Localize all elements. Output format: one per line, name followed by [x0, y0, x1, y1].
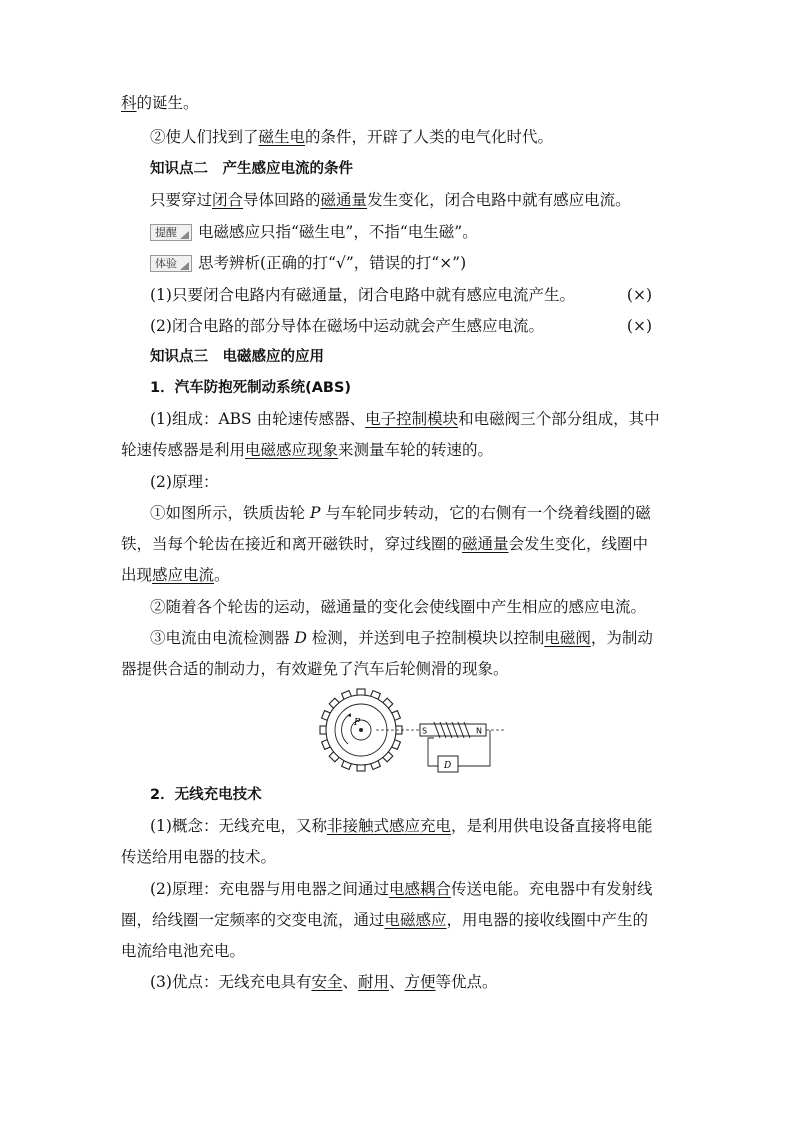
- section-heading: 知识点二 产生感应电流的条件: [150, 161, 353, 177]
- answer-mark: (×): [626, 317, 652, 335]
- text-line: 科的诞生。: [121, 94, 199, 112]
- experience-badge: 体验: [150, 255, 192, 272]
- text-line: (1)概念：无线充电，又称非接触式感应充电，是利用供电设备直接将电能: [150, 817, 653, 835]
- text-line: (2)原理：: [150, 473, 219, 491]
- text-line: (2)原理：充电器与用电器之间通过电感耦合传送电能。充电器中有发射线: [150, 880, 653, 898]
- answer-mark: (×): [626, 286, 652, 304]
- text-line: 只要穿过闭合导体回路的磁通量发生变化，闭合电路中就有感应电流。: [150, 191, 631, 209]
- exercise-line: 体验 思考辨析(正确的打“√”，错误的打“×”): [150, 252, 466, 274]
- text-line: ③电流由电流检测器 D 检测，并送到电子控制模块以控制电磁阀，为制动: [150, 629, 653, 647]
- gear-label: P: [354, 718, 361, 728]
- text-line: (3)优点：无线充电具有安全、耐用、方便等优点。: [150, 973, 498, 991]
- text-line: 电流给电池充电。: [121, 942, 246, 960]
- text-line: 圈，给线圈一定频率的交变电流，通过电磁感应，用电器的接收线圈中产生的: [121, 911, 649, 929]
- tip-line: 提醒 电磁感应只指“磁生电”，不指“电生磁”。: [150, 221, 478, 243]
- text-line: 铁，当每个轮齿在接近和离开磁铁时，穿过线圈的磁通量会发生变化，线圈中: [121, 535, 649, 553]
- text-line: ②随着各个轮齿的运动，磁通量的变化会使线圈中产生相应的感应电流。: [150, 598, 647, 616]
- abs-sensor-figure: [318, 686, 508, 776]
- question-line: (2)闭合电路的部分导体在磁场中运动就会产生感应电流。 (×): [150, 317, 652, 335]
- text-line: ①如图所示，铁质齿轮 P 与车轮同步转动，它的右侧有一个绕着线圈的磁: [150, 504, 651, 522]
- text-line: ②使人们找到了磁生电的条件，开辟了人类的电气化时代。: [150, 128, 554, 146]
- text-line: 出现感应电流。: [121, 566, 230, 584]
- detector-label: D: [444, 761, 452, 771]
- text-line: 传送给用电器的技术。: [121, 848, 277, 866]
- gear-icon: [320, 689, 402, 771]
- text-line: 器提供合适的制动力，有效避免了汽车后轮侧滑的现象。: [121, 660, 509, 678]
- subsection-heading: 2．无线充电技术: [150, 787, 262, 803]
- section-heading: 知识点三 电磁感应的应用: [150, 349, 324, 365]
- text-line: (1)组成：ABS 由轮速传感器、电子控制模块和电磁阀三个部分组成，其中: [150, 410, 660, 428]
- text-line: 轮速传感器是利用电磁感应现象来测量车轮的转速的。: [121, 441, 494, 459]
- magnet-s-label: S: [422, 726, 428, 736]
- subsection-heading: 1．汽车防抱死制动系统(ABS): [150, 380, 352, 396]
- question-line: (1)只要闭合电路内有磁通量，闭合电路中就有感应电流产生。 (×): [150, 286, 652, 304]
- magnet-n-label: N: [476, 726, 482, 736]
- tip-badge: 提醒: [150, 224, 192, 241]
